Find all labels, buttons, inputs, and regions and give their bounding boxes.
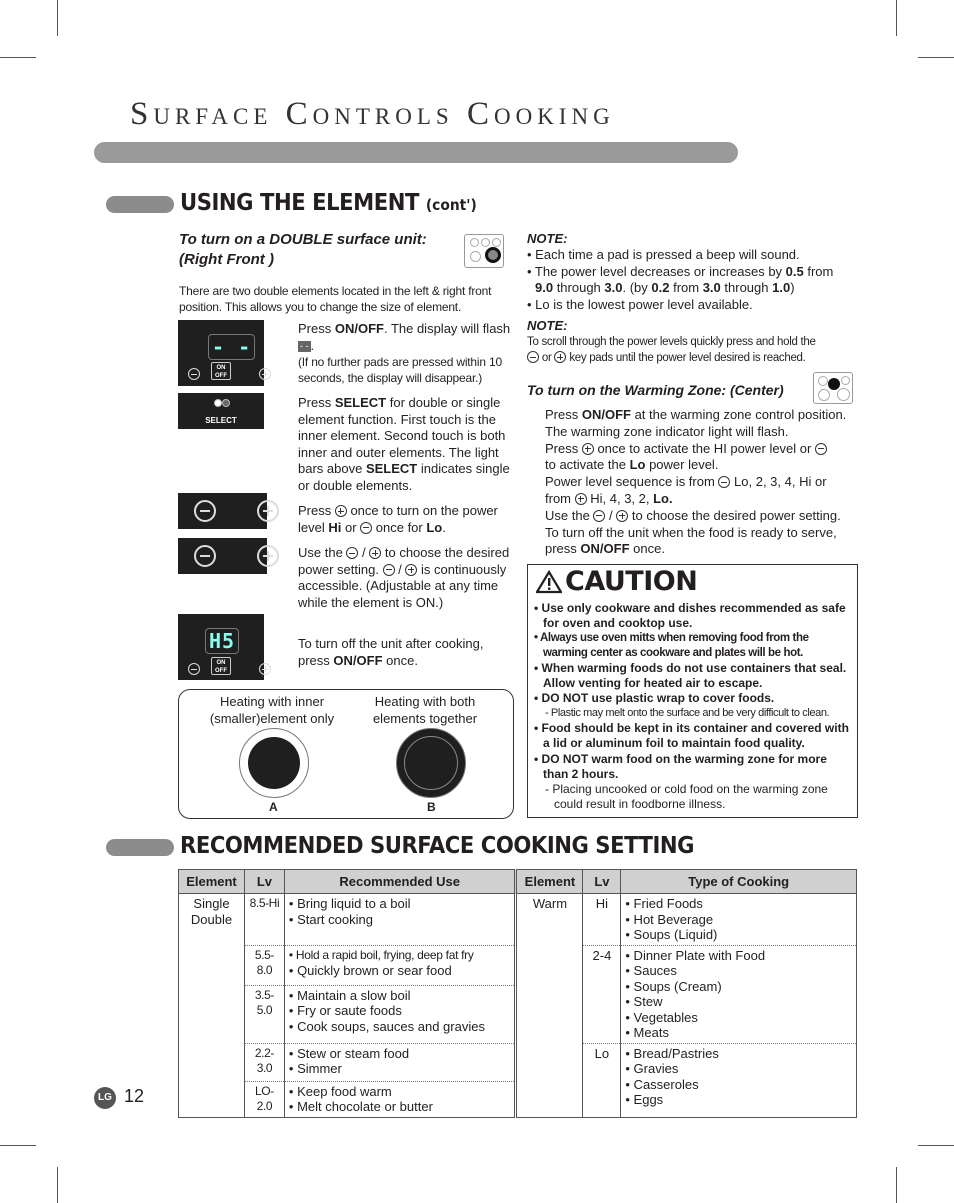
flash-display-icon: - - <box>300 340 309 351</box>
level-cell: LO-2.0 <box>244 1081 284 1117</box>
plus-icon <box>369 547 381 559</box>
table-header: Lv <box>583 870 621 894</box>
note-label: NOTE: <box>527 318 568 333</box>
minus-icon <box>815 443 827 455</box>
level-cell: Lo <box>583 1043 621 1117</box>
warming-steps: Press ON/OFF at the warming zone control position. The warming zone indicator light will flash. Press once to activate the HI power level or to activate the Lo power level. Power level sequence is from Lo, 2, 3, 4, Hi or from Hi, 4, 3, 2, Lo. Use the / to choose the desired power setting. To turn off the unit when the food is ready to serve, press ON/OFF once. <box>545 407 847 557</box>
plus-icon <box>575 493 587 505</box>
cooktop-center-icon <box>813 372 853 404</box>
page-number: 12 <box>124 1086 145 1106</box>
light-bar-inner-icon <box>214 399 222 407</box>
outer-ring-a <box>239 728 309 798</box>
control-panel-display <box>178 320 264 386</box>
light-bar-outer-icon <box>222 399 230 407</box>
section-title-recommended: RECOMMENDED SURFACE COOKING SETTING <box>180 833 695 859</box>
minus-icon <box>593 510 605 522</box>
note-bullet: • Lo is the lowest power level available. <box>527 296 753 312</box>
caution-bullet: • When warming foods do not use containers that seal. Allow venting for heated air to escape. <box>534 661 847 690</box>
plus-icon <box>554 351 566 363</box>
control-panel-plus-minus <box>178 538 267 574</box>
control-panel-plus-minus <box>178 493 267 529</box>
level-cell: Hi <box>583 894 621 946</box>
section-title-using-element <box>180 190 477 216</box>
table-header-row <box>179 870 857 894</box>
section-pill <box>106 839 174 856</box>
cooktop-right-front-icon <box>464 234 504 268</box>
double-heading-line1: To turn on a DOUBLE surface unit: <box>179 231 427 248</box>
level-cell: 2-4 <box>583 945 621 1043</box>
on-off-button[interactable]: ON OFF <box>211 362 231 380</box>
use-cell: • Hold a rapid boil, frying, deep fat fry • Quickly brown or sear food <box>284 945 516 985</box>
crop-mark <box>918 1145 954 1146</box>
use-cell: • Maintain a slow boil • Fry or saute foods • Cook soups, sauces and gravies <box>284 985 516 1043</box>
warming-heading: To turn on the Warming Zone: (Center) <box>527 382 784 398</box>
level-cell: 5.5-8.0 <box>244 945 284 985</box>
page-title: Surface Controls Cooking <box>130 96 615 132</box>
minus-icon <box>383 564 395 576</box>
minus-icon[interactable] <box>194 500 216 522</box>
label-both-elements: Heating with both elements together <box>372 694 478 726</box>
note-scroll: To scroll through the power levels quickly press and hold the or key pads until the power level desired is reached. <box>527 336 816 364</box>
caution-bullet: • DO NOT use plastic wrap to cover foods. <box>534 691 775 705</box>
element-single-double: Single Double <box>179 894 245 1118</box>
step-power-level: Press once to turn on the power level Hi or once for Lo. <box>298 503 498 535</box>
double-heading-line2: (Right Front ) <box>179 251 274 268</box>
note-bullet: • The power level decreases or increases by 0.5 from <box>527 263 834 279</box>
use-cell: • Stew or steam food • Simmer <box>284 1043 516 1081</box>
minus-icon[interactable] <box>188 663 200 675</box>
caution-title: CAUTION <box>565 566 698 597</box>
minus-icon <box>346 547 358 559</box>
section-title-suffix: (cont') <box>425 196 477 214</box>
diagram-letter-a: A <box>269 800 278 814</box>
note-label: NOTE: <box>527 231 568 246</box>
type-cell: • Bread/Pastries • Gravies • Casseroles • Eggs <box>621 1043 857 1117</box>
label-inner-element: Heating with inner (smaller)element only <box>209 694 335 726</box>
heating-diagram <box>178 689 514 819</box>
table-header: Lv <box>244 870 284 894</box>
section-title-text: USING THE ELEMENT <box>180 190 419 216</box>
double-intro: There are two double elements located in the left & right front position. This allows you to change the size of element. <box>179 284 492 314</box>
table-header: Element <box>516 870 583 894</box>
table-header: Recommended Use <box>284 870 516 894</box>
use-cell: • Keep food warm • Melt chocolate or butter <box>284 1081 516 1117</box>
use-cell: • Bring liquid to a boil • Start cooking <box>284 894 516 946</box>
select-button[interactable]: SELECT <box>205 416 237 425</box>
double-heading <box>179 230 464 270</box>
level-cell: 8.5-Hi <box>244 894 284 946</box>
minus-icon[interactable] <box>194 545 216 567</box>
plus-icon <box>335 505 347 517</box>
cooking-settings-table <box>178 869 857 1118</box>
panel-display-digits: - - <box>208 334 255 360</box>
panel-display-digits: H5 <box>205 628 239 654</box>
caution-bullet: • Use only cookware and dishes recommended as safe for oven and cooktop use. <box>534 601 846 630</box>
caution-sub: - Placing uncooked or cold food on the warming zone could result in foodborne illness. <box>545 782 828 811</box>
caution-bullet: • Food should be kept in its container and covered with a lid or aluminum foil to maintain food quality. <box>534 721 849 750</box>
crop-mark <box>896 0 897 36</box>
plus-icon[interactable] <box>259 663 271 675</box>
type-cell: • Dinner Plate with Food • Sauces • Soups (Cream) • Stew • Vegetables • Meats <box>621 945 857 1043</box>
caution-sub: - Plastic may melt onto the surface and be very difficult to clean. <box>545 707 830 719</box>
crop-mark <box>0 1145 36 1146</box>
crop-mark <box>896 1167 897 1203</box>
inner-element-icon <box>248 737 300 789</box>
caution-bullet: • DO NOT warm food on the warming zone for more than 2 hours. <box>534 752 827 781</box>
table-header: Element <box>179 870 245 894</box>
plus-icon <box>582 443 594 455</box>
note-bullet-cont: 9.0 through 3.0. (by 0.2 from 3.0 through 1.0) <box>535 280 795 295</box>
on-off-button[interactable]: ON OFF <box>211 657 231 675</box>
both-elements-icon <box>396 728 466 798</box>
step-turn-off: To turn off the unit after cooking, press ON/OFF once. <box>298 636 484 668</box>
plus-icon[interactable] <box>257 500 279 522</box>
minus-icon <box>360 522 372 534</box>
crop-mark <box>0 57 36 58</box>
minus-icon <box>718 476 730 488</box>
plus-icon[interactable] <box>257 545 279 567</box>
minus-icon[interactable] <box>188 368 200 380</box>
step-choose-setting: Use the / to choose the desired power setting. / is continuously accessible. (Adjustable at any time while the element is ON.) <box>298 545 510 610</box>
element-warm: Warm <box>516 894 583 1118</box>
minus-icon <box>527 351 539 363</box>
crop-mark <box>918 57 954 58</box>
step-select: Press SELECT for double or single element function. First touch is the inner element. Second touch is both inner and outer elements. The light bars above SELECT indicates single or double elements. <box>298 395 510 493</box>
plus-icon <box>616 510 628 522</box>
level-cell: 2.2-3.0 <box>244 1043 284 1081</box>
section-pill <box>106 196 174 213</box>
crop-mark <box>57 1167 58 1203</box>
caution-bullet: • Always use oven mitts when removing food from the warming center as cookware and plates will be hot. <box>534 632 809 659</box>
crop-mark <box>57 0 58 36</box>
title-bar <box>94 142 738 163</box>
control-panel-display-h5 <box>178 614 264 680</box>
diagram-letter-b: B <box>427 800 436 814</box>
warning-triangle-icon <box>536 570 562 594</box>
plus-icon <box>405 564 417 576</box>
note-bullets <box>527 247 857 313</box>
lg-logo-icon: LG <box>94 1087 116 1109</box>
step-on-off-note: (If no further pads are pressed within 10 seconds, the display will disappear.) <box>298 355 502 385</box>
type-cell: • Fried Foods • Hot Beverage • Soups (Liquid) <box>621 894 857 946</box>
table-header: Type of Cooking <box>621 870 857 894</box>
plus-icon[interactable] <box>259 368 271 380</box>
level-cell: 3.5-5.0 <box>244 985 284 1043</box>
step-on-off: Press ON/OFF. The display will flash - - . (If no further pads are pressed within 10 seconds, the display will disappear.) <box>298 321 513 386</box>
note-bullet: • Each time a pad is pressed a beep will sound. <box>527 247 800 262</box>
control-panel-select <box>178 393 264 429</box>
table-row <box>179 894 857 946</box>
